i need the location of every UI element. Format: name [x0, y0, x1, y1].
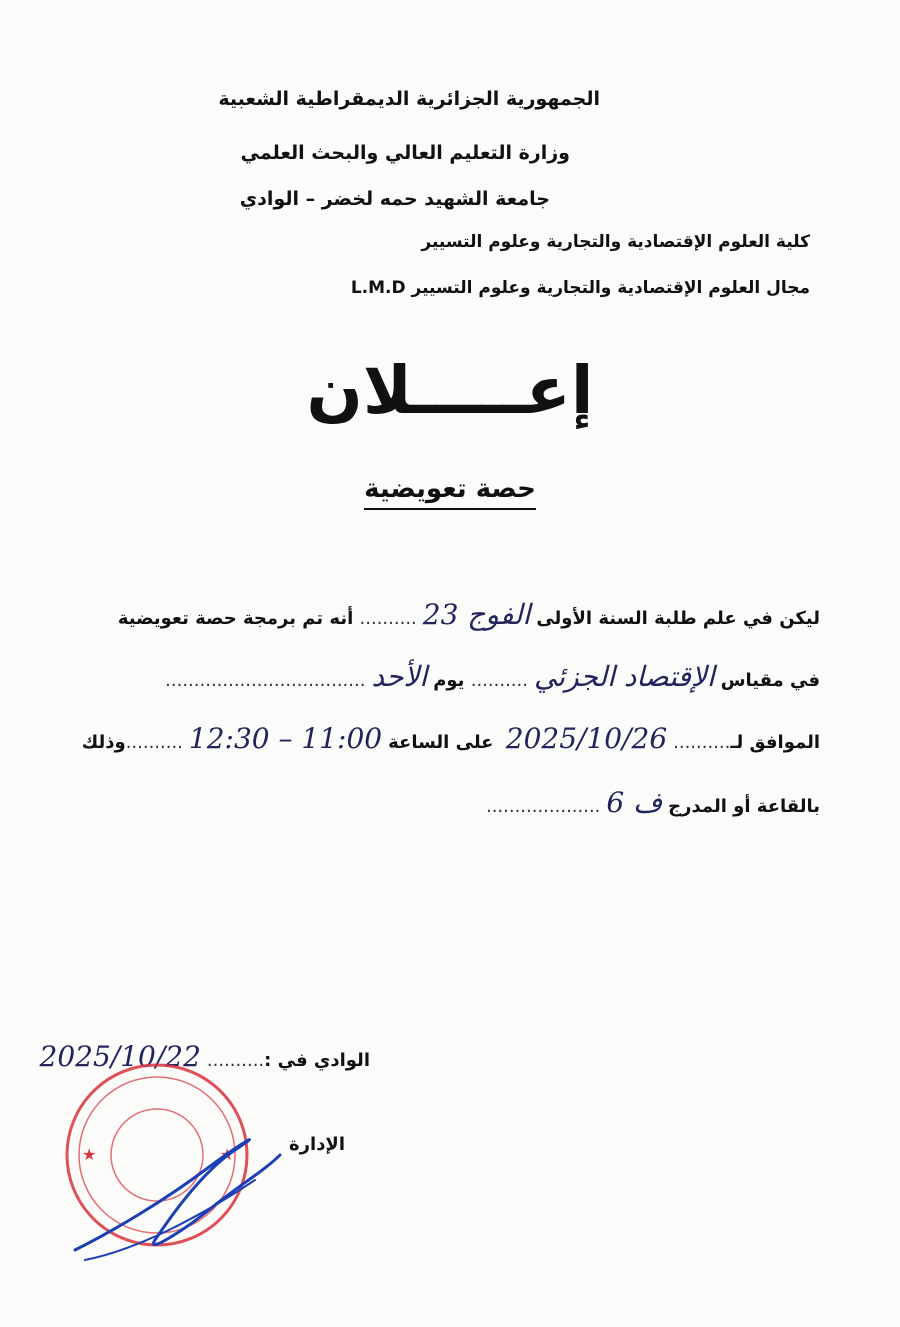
line3-dots-b: .......... — [125, 732, 183, 753]
place-date: 2025/10/22 — [39, 1040, 201, 1073]
time-value: 11:00 – 12:30 — [188, 722, 383, 755]
subject-value: الإقتصاد الجزئي — [533, 660, 715, 693]
body-line-2 — [165, 660, 820, 693]
header-faculty: كلية العلوم الإقتصادية والتجارية وعلوم التسيير — [421, 232, 810, 252]
body-line-4 — [486, 786, 820, 819]
svg-text:★: ★ — [220, 1145, 235, 1164]
line3-prefix: الموافق لـ — [730, 732, 820, 753]
admin-label: الإدارة — [289, 1134, 345, 1155]
line2-day-label: يوم — [433, 670, 465, 691]
header-republic: الجمهورية الجزائرية الديمقراطية الشعبية — [218, 88, 600, 110]
line3-time-label: على الساعة — [388, 732, 494, 753]
header-university: جامعة الشهيد حمه لخضر – الوادي — [239, 188, 550, 210]
line1-suffix: أنه تم برمجة حصة تعويضية — [117, 608, 354, 629]
signature-icon — [55, 1110, 295, 1280]
line4-prefix: بالقاعة أو المدرج — [668, 796, 820, 817]
line2-dots-a: .......... — [470, 670, 528, 691]
announcement-subtitle — [0, 474, 900, 504]
body-line-3 — [82, 722, 820, 755]
header-domain: مجال العلوم الإقتصادية والتجارية وعلوم التسيير L.M.D — [350, 278, 810, 298]
line3-suffix: وذلك — [81, 732, 126, 753]
line4-dots: .................... — [485, 796, 601, 817]
line1-prefix: ليكن في علم طلبة السنة الأولى — [536, 608, 820, 629]
header-ministry: وزارة التعليم العالي والبحث العلمي — [240, 142, 570, 164]
room-value: ف 6 — [606, 786, 663, 819]
place-label: الوادي في : — [264, 1050, 370, 1071]
group-value: الفوج 23 — [422, 598, 531, 631]
svg-text:★: ★ — [82, 1145, 97, 1164]
subtitle-text: حصة تعويضية — [364, 474, 536, 510]
day-value: الأحد — [371, 660, 428, 693]
date-value: 2025/10/26 — [505, 722, 668, 755]
announcement-title: إعـــــلان — [306, 352, 594, 429]
body-line-1 — [118, 598, 820, 631]
line2-prefix: في مقياس — [720, 670, 820, 691]
place-dots: .......... — [206, 1050, 265, 1071]
line2-dots-b: ................................... — [165, 670, 366, 691]
line1-dots: .......... — [359, 608, 417, 629]
line3-dots-a: .......... — [673, 732, 731, 753]
